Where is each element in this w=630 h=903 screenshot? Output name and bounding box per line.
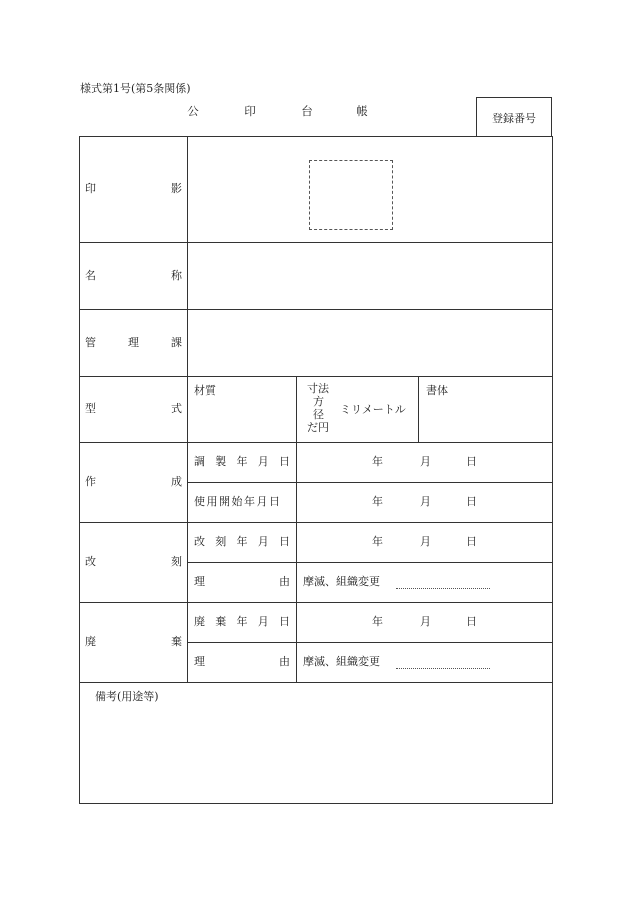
recarve-date-label: 改 刻 年 月 日 <box>194 535 290 548</box>
seal-impression-box[interactable] <box>309 160 393 230</box>
name-label: 名 称 <box>85 269 182 282</box>
month-unit: 月 <box>420 535 431 548</box>
row-divider <box>79 682 553 683</box>
month-unit: 月 <box>420 615 431 628</box>
creation-label: 作 成 <box>85 475 182 488</box>
year-unit: 年 <box>372 615 383 628</box>
row-divider <box>188 562 553 563</box>
managing-dept-label: 管 理 課 <box>85 336 182 349</box>
dimension-label: 寸法 <box>307 382 329 395</box>
year-unit: 年 <box>372 535 383 548</box>
row-divider <box>79 602 553 603</box>
millimeter-unit: ミリメートル <box>340 403 406 416</box>
row-divider <box>79 376 553 377</box>
title-char-4: 帳 <box>356 104 368 118</box>
year-unit: 年 <box>372 455 383 468</box>
registration-number-label: 登録番号 <box>492 111 536 125</box>
day-unit: 日 <box>466 615 477 628</box>
row-divider <box>188 482 553 483</box>
label-column-divider <box>187 136 188 682</box>
disposal-reason-label: 理 由 <box>194 655 290 668</box>
use-start-date-label: 使用開始年月日 <box>194 495 282 508</box>
oval-label: だ円 <box>307 421 329 434</box>
recarving-label: 改 刻 <box>85 555 182 568</box>
day-unit: 日 <box>466 455 477 468</box>
diameter-label: 径 <box>313 408 324 421</box>
square-label: 方 <box>313 395 324 408</box>
day-unit: 日 <box>466 535 477 548</box>
disposal-reason-text: 摩滅、組織変更 <box>303 655 380 668</box>
material-label: 材質 <box>194 384 216 397</box>
model-label: 型 式 <box>85 402 182 415</box>
row-divider <box>79 442 553 443</box>
month-unit: 月 <box>420 455 431 468</box>
disposal-reason-fill-line[interactable] <box>396 668 490 669</box>
row-divider <box>79 522 553 523</box>
managing-dept-field[interactable] <box>188 310 552 376</box>
recarve-reason-fill-line[interactable] <box>396 588 490 589</box>
model-column-divider <box>418 376 419 442</box>
registration-number-box[interactable] <box>476 97 552 137</box>
value-column-divider <box>296 442 297 682</box>
typeface-label: 書体 <box>426 384 448 397</box>
title-char-1: 公 <box>187 104 199 118</box>
disposal-label: 廃 棄 <box>85 635 182 648</box>
month-unit: 月 <box>420 495 431 508</box>
remarks-field[interactable] <box>80 706 552 802</box>
title-char-3: 台 <box>301 104 313 118</box>
recarve-reason-label: 理 由 <box>194 575 290 588</box>
row-divider <box>188 642 553 643</box>
day-unit: 日 <box>466 495 477 508</box>
title-char-2: 印 <box>244 104 256 118</box>
model-column-divider <box>296 376 297 442</box>
recarve-reason-text: 摩滅、組織変更 <box>303 575 380 588</box>
remarks-label: 備考(用途等) <box>95 690 159 703</box>
disposal-date-label: 廃 棄 年 月 日 <box>194 615 290 628</box>
impression-label: 印 影 <box>85 182 182 195</box>
form-number-label: 様式第1号(第5条関係) <box>80 82 191 95</box>
year-unit: 年 <box>372 495 383 508</box>
manufacture-date-label: 調 製 年 月 日 <box>194 455 290 468</box>
name-field[interactable] <box>188 243 552 309</box>
